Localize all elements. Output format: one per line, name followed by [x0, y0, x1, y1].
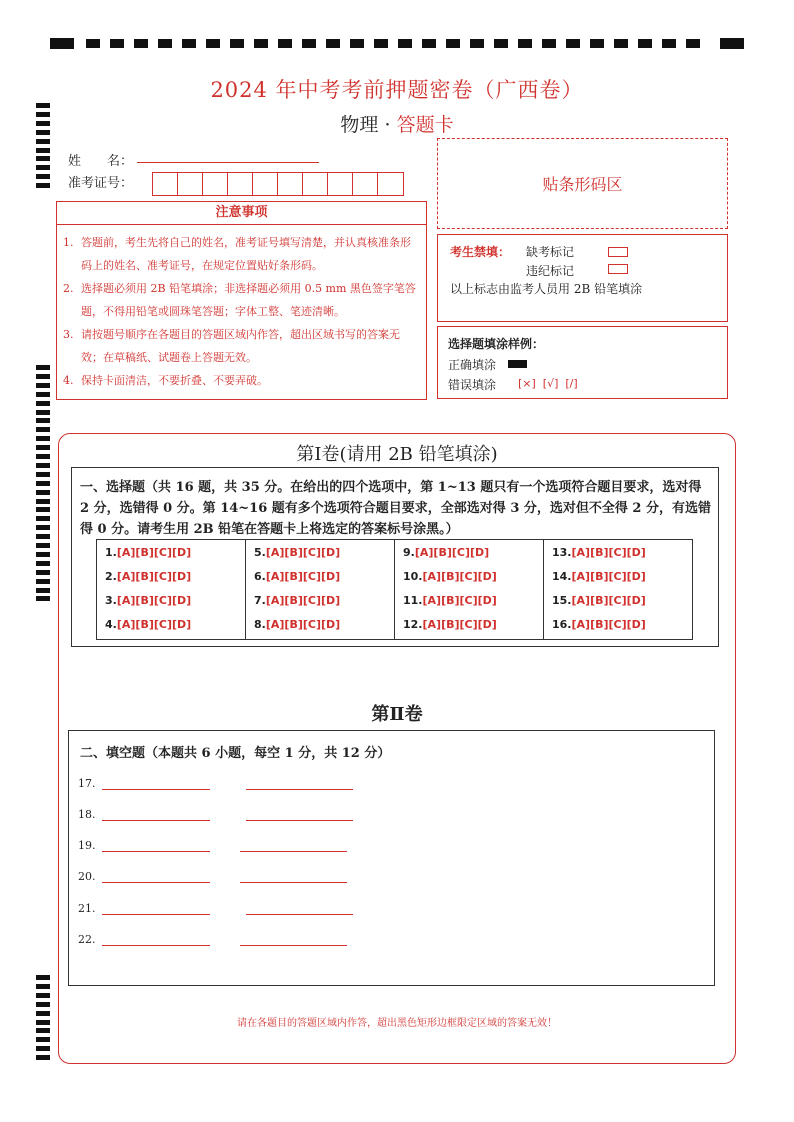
timing-mark	[590, 39, 604, 48]
question-number: 20.	[78, 870, 96, 883]
answer-options[interactable]: [A][B][C][D]	[116, 594, 192, 607]
side-timing-mark	[36, 525, 50, 530]
side-timing-mark	[36, 1002, 50, 1007]
timing-mark	[662, 39, 676, 48]
page-title: 2024 年中考考前押题密卷（广西卷）	[210, 78, 584, 102]
question-number: 8.	[254, 618, 266, 631]
notice-item	[63, 277, 418, 323]
question-number: 19.	[78, 839, 96, 852]
answer-blank[interactable]	[240, 851, 347, 852]
side-timing-mark	[36, 1037, 50, 1042]
side-timing-mark	[36, 570, 50, 575]
timing-mark	[158, 39, 172, 48]
exam-id-digit-box[interactable]	[178, 173, 203, 195]
answer-blank[interactable]	[102, 789, 210, 790]
fill-in-section	[68, 730, 715, 986]
exam-id-digit-box[interactable]	[328, 173, 353, 195]
side-timing-mark	[36, 499, 50, 504]
side-timing-mark	[36, 1055, 50, 1060]
absent-mark-box[interactable]	[608, 247, 628, 257]
multiple-choice-instruction: 一、选择题（共 16 题，共 35 分。在给出的四个选项中，第 1~13 题只有一个选项符合题目要求，选对得 2 分，选错得 0 分。第 14~16 题有多个选项符合题目要求，全部选对得 3 分，选对但不全得 2 分，有选错得 0 分。请考生用 2B 铅笔在答题卡上将选定的答案标号涂黑。）	[80, 480, 711, 537]
notice-item	[63, 231, 418, 277]
notice-item-text: 请按题号顺序在各题目的答题区域内作答，超出区域书写的答案无效；在草稿纸、试题卷上答题无效。	[81, 328, 400, 364]
timing-mark	[230, 39, 244, 48]
exam-id-digit-box[interactable]	[253, 173, 278, 195]
answer-blank[interactable]	[240, 882, 347, 883]
side-timing-mark	[36, 579, 50, 584]
answer-options[interactable]: [A][B][C][D]	[265, 594, 341, 607]
timing-mark	[446, 39, 460, 48]
side-timing-mark	[36, 552, 50, 557]
mc-question-row[interactable]	[395, 616, 543, 640]
question-number: 5.	[254, 546, 266, 559]
side-timing-mark	[36, 984, 50, 989]
side-timing-mark	[36, 993, 50, 998]
answer-card-label: 答题卡	[396, 114, 454, 136]
side-timing-mark	[36, 401, 50, 406]
mc-question-row[interactable]	[246, 568, 394, 592]
exam-id-digit-box[interactable]	[353, 173, 378, 195]
answer-options[interactable]: [A][B][C][D]	[116, 618, 192, 631]
side-timing-mark	[36, 1046, 50, 1051]
timing-mark	[686, 39, 700, 48]
timing-mark	[182, 39, 196, 48]
mc-question-row[interactable]	[246, 616, 394, 640]
exam-id-digit-box[interactable]	[278, 173, 303, 195]
timing-mark	[110, 39, 124, 48]
question-number: 15.	[552, 594, 572, 607]
mc-question-row[interactable]	[395, 592, 543, 616]
question-number: 18.	[78, 808, 96, 821]
side-timing-mark	[36, 1028, 50, 1033]
notice-item-text: 保持卡面清洁，不要折叠、不要弄破。	[81, 374, 268, 387]
barcode-label: 贴条形码区	[542, 175, 623, 194]
notice-item-number: 2.	[63, 282, 74, 295]
question-number: 7.	[254, 594, 266, 607]
wrong-fill-label: 错误填涂	[448, 378, 497, 392]
question-number: 6.	[254, 570, 266, 583]
notice-item	[63, 369, 418, 392]
subtitle-dot: ·	[384, 114, 391, 136]
question-number: 1.	[105, 546, 117, 559]
footer-warning: 请在各题目的答题区域内作答，超出黑色矩形边框限定区域的答案无效！	[237, 1018, 557, 1029]
side-timing-mark	[36, 383, 50, 388]
notice-item-number: 4.	[63, 374, 74, 387]
side-timing-mark	[36, 975, 50, 980]
question-number: 2.	[105, 570, 117, 583]
side-timing-mark	[36, 588, 50, 593]
question-number: 11.	[403, 594, 423, 607]
answer-blank[interactable]	[102, 945, 210, 946]
timing-mark	[278, 39, 292, 48]
answer-options[interactable]: [A][B][C][D]	[571, 570, 646, 583]
side-timing-mark	[36, 472, 50, 477]
proctor-only-label: 考生禁填：	[450, 245, 511, 259]
exam-id-digit-box[interactable]	[153, 173, 178, 195]
side-timing-mark	[36, 418, 50, 423]
question-number: 21.	[78, 902, 96, 915]
answer-options[interactable]: [A][B][C][D]	[265, 546, 341, 559]
notice-title: 注意事项	[57, 202, 426, 225]
timing-mark	[50, 38, 74, 49]
side-timing-mark	[36, 156, 50, 161]
answer-options[interactable]: [A][B][C][D]	[116, 546, 192, 559]
mc-question-row[interactable]	[544, 544, 692, 568]
name-label: 姓 名：	[68, 154, 134, 169]
timing-mark	[398, 39, 412, 48]
mc-question-row[interactable]	[246, 544, 394, 568]
subject-label: 物理	[340, 114, 379, 136]
timing-mark	[206, 39, 220, 48]
correct-fill-label: 正确填涂	[448, 358, 497, 372]
timing-mark	[614, 39, 628, 48]
exam-id-boxes[interactable]	[152, 172, 404, 196]
side-timing-mark	[36, 427, 50, 432]
answer-blank[interactable]	[246, 820, 353, 821]
timing-mark	[86, 39, 100, 48]
multiple-choice-grid	[96, 539, 693, 640]
notice-item-text: 答题前，考生先将自己的姓名，准考证号填写清楚，并认真核准条形码上的姓名、准考证号，在规定位置贴好条形码。	[81, 236, 411, 272]
mc-column	[395, 540, 544, 639]
mc-column	[544, 540, 692, 639]
timing-mark	[518, 39, 532, 48]
side-timing-mark	[36, 596, 50, 601]
exam-id-label: 准考证号：	[68, 176, 134, 191]
answer-options[interactable]: [A][B][C][D]	[422, 570, 497, 583]
answer-options[interactable]: [A][B][C][D]	[116, 570, 192, 583]
notice-item-number: 1.	[63, 236, 74, 249]
answer-blank[interactable]	[246, 789, 353, 790]
notice-item-text: 选择题必须用 2B 铅笔填涂；非选择题必须用 0.5 mm 黑色签字笔答题，不得用铅笔或圆珠笔答题；字体工整、笔迹清晰。	[81, 282, 416, 318]
violation-mark-box[interactable]	[608, 264, 628, 274]
question-number: 14.	[552, 570, 572, 583]
fill-sample-title: 选择题填涂样例：	[448, 337, 545, 351]
mc-question-row[interactable]	[97, 616, 245, 640]
question-number: 17.	[78, 777, 96, 790]
answer-blank[interactable]	[240, 945, 347, 946]
timing-mark	[638, 39, 652, 48]
exam-id-digit-box[interactable]	[378, 173, 403, 195]
answer-options[interactable]: [A][B][C][D]	[571, 594, 646, 607]
answer-blank[interactable]	[102, 914, 210, 915]
side-timing-mark	[36, 507, 50, 512]
timing-mark	[326, 39, 340, 48]
notice-box	[56, 201, 427, 400]
question-number: 22.	[78, 933, 96, 946]
notice-item	[63, 323, 418, 369]
fill-in-heading: 二、填空题（本题共 6 小题，每空 1 分，共 12 分）	[80, 746, 391, 761]
answer-options[interactable]: [A][B][C][D]	[422, 594, 497, 607]
mc-column	[97, 540, 246, 639]
mc-question-row[interactable]	[246, 592, 394, 616]
side-timing-mark	[36, 139, 50, 144]
timing-mark	[350, 39, 364, 48]
side-timing-mark	[36, 392, 50, 397]
question-number: 13.	[552, 546, 572, 559]
answer-options[interactable]: [A][B][C][D]	[571, 618, 646, 631]
side-timing-mark	[36, 148, 50, 153]
question-number: 10.	[403, 570, 423, 583]
correct-fill-sample	[508, 360, 527, 368]
name-field[interactable]	[137, 162, 319, 163]
side-timing-mark	[36, 534, 50, 539]
mc-question-row[interactable]	[544, 592, 692, 616]
answer-blank[interactable]	[246, 914, 353, 915]
absent-mark-label: 缺考标记	[526, 245, 575, 259]
timing-mark	[374, 39, 388, 48]
violation-mark-label: 违纪标记	[526, 264, 575, 278]
answer-options[interactable]: [A][B][C][D]	[265, 618, 341, 631]
mc-question-row[interactable]	[97, 544, 245, 568]
exam-id-digit-box[interactable]	[228, 173, 253, 195]
timing-mark	[720, 38, 744, 49]
timing-mark	[302, 39, 316, 48]
timing-mark	[422, 39, 436, 48]
exam-id-digit-box[interactable]	[303, 173, 328, 195]
answer-options[interactable]: [A][B][C][D]	[265, 570, 341, 583]
answer-blank[interactable]	[102, 851, 210, 852]
timing-mark	[470, 39, 484, 48]
side-timing-mark	[36, 374, 50, 379]
part1-title: 第Ⅰ卷(请用 2B 铅笔填涂)	[296, 444, 498, 465]
fill-sample-box	[437, 326, 728, 399]
side-timing-mark	[36, 365, 50, 370]
side-timing-mark	[36, 543, 50, 548]
timing-mark	[254, 39, 268, 48]
question-number: 16.	[552, 618, 572, 631]
timing-mark	[566, 39, 580, 48]
timing-mark	[542, 39, 556, 48]
side-timing-mark	[36, 183, 50, 188]
card-subtitle	[0, 110, 794, 137]
answer-blank[interactable]	[102, 820, 210, 821]
side-timing-mark	[36, 490, 50, 495]
mc-question-row[interactable]	[97, 568, 245, 592]
side-timing-mark	[36, 165, 50, 170]
answer-options[interactable]: [A][B][C][D]	[414, 546, 490, 559]
question-number: 12.	[403, 618, 423, 631]
mc-question-row[interactable]	[544, 616, 692, 640]
part2-title: 第Ⅱ卷	[371, 704, 423, 725]
answer-options[interactable]: [A][B][C][D]	[571, 546, 646, 559]
barcode-area	[437, 138, 728, 229]
side-timing-mark	[36, 410, 50, 415]
mc-question-row[interactable]	[97, 592, 245, 616]
mc-column	[246, 540, 395, 639]
mc-question-row[interactable]	[395, 568, 543, 592]
timing-mark	[134, 39, 148, 48]
answer-options[interactable]: [A][B][C][D]	[422, 618, 497, 631]
side-timing-mark	[36, 174, 50, 179]
question-number: 4.	[105, 618, 117, 631]
notice-item-number: 3.	[63, 328, 74, 341]
mc-question-row[interactable]	[395, 544, 543, 568]
proctor-only-box	[437, 234, 728, 322]
proctor-note: 以上标志由监考人员用 2B 铅笔填涂	[450, 282, 643, 296]
side-timing-mark	[36, 516, 50, 521]
mc-question-row[interactable]	[544, 568, 692, 592]
question-number: 3.	[105, 594, 117, 607]
question-number: 9.	[403, 546, 415, 559]
notice-list	[57, 225, 426, 392]
timing-mark	[494, 39, 508, 48]
wrong-fill-samples: [×] [√] [/]	[518, 377, 578, 390]
side-timing-mark	[36, 561, 50, 566]
side-timing-mark	[36, 481, 50, 486]
exam-id-digit-box[interactable]	[203, 173, 228, 195]
answer-blank[interactable]	[102, 882, 210, 883]
